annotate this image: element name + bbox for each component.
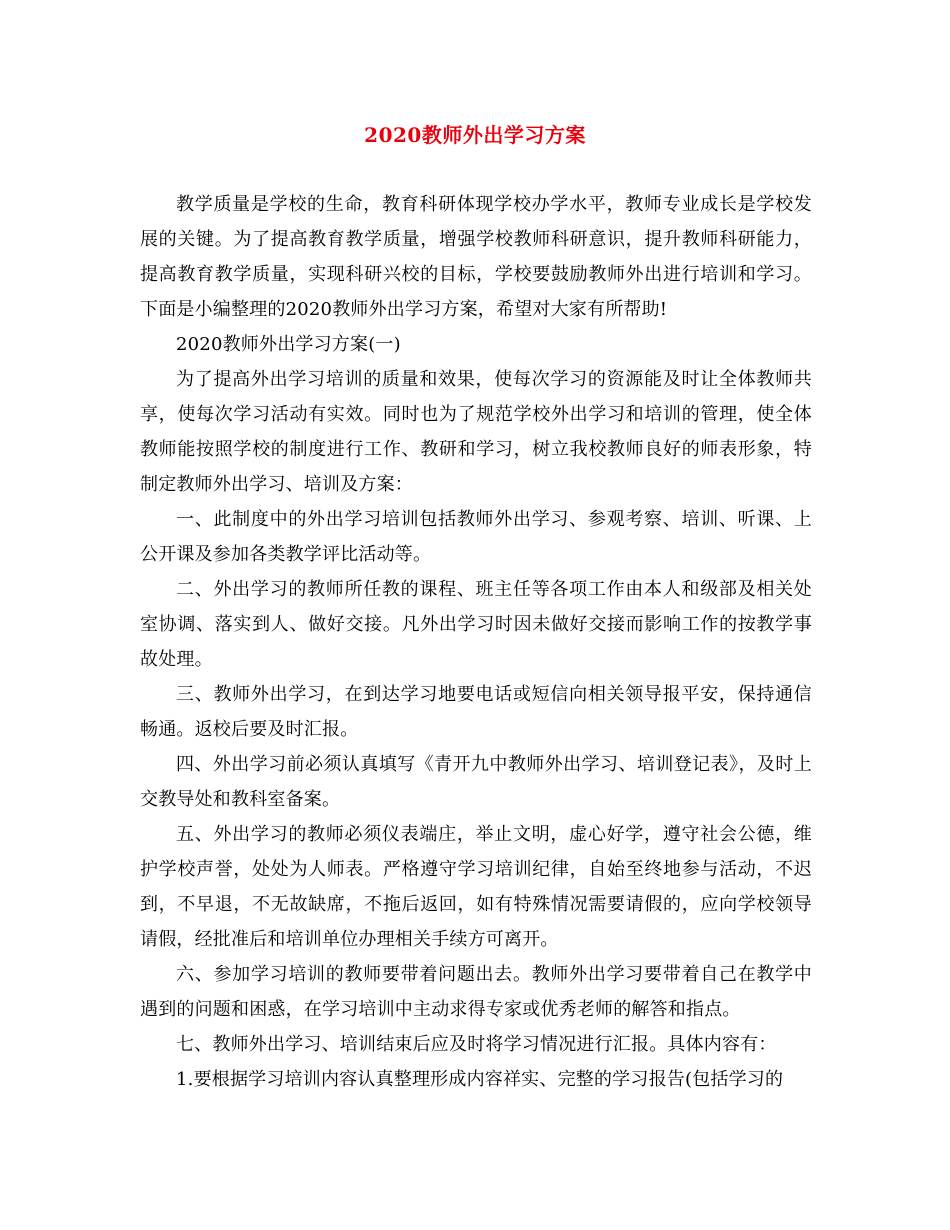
rule-paragraph-3: 三、教师外出学习，在到达学习地要电话或短信向相关领导报平安，保持通信畅通。返校后要及时汇报。 — [140, 684, 812, 740]
section-heading: 2020教师外出学习方案(一) — [176, 334, 401, 355]
document-title: 2020教师外出学习方案 — [364, 123, 586, 147]
rule-paragraph-5: 五、外出学习的教师必须仪表端庄，举止文明，虚心好学，遵守社会公德，维护学校声誉，处处为人师表。严格遵守学习培训纪律，自始至终地参与活动，不迟到，不早退，不无故缺席，不拖后返回，如有特殊情况需要请假的，应向学校领导请假，经批准后和培训单位办理相关手续方可离开。 — [140, 824, 812, 950]
list-item-1: 1.要根据学习培训内容认真整理形成内容祥实、完整的学习报告(包括学习的 — [176, 1069, 784, 1090]
rule-paragraph-1: 一、此制度中的外出学习培训包括教师外出学习、参观考察、培训、听课、上公开课及参加各类教学评比活动等。 — [140, 509, 812, 565]
document-body — [140, 187, 812, 1097]
intro-paragraph: 教学质量是学校的生命，教育科研体现学校办学水平，教师专业成长是学校发展的关键。为了提高教育教学质量，增强学校教师科研意识，提升教师科研能力，提高教育教学质量，实现科研兴校的目标，学校要鼓励教师外出进行培训和学习。下面是小编整理的2020教师外出学习方案，希望对大家有所帮助! — [140, 194, 812, 320]
rule-paragraph-6: 六、参加学习培训的教师要带着问题出去。教师外出学习要带着自己在教学中遇到的问题和困惑，在学习培训中主动求得专家或优秀老师的解答和指点。 — [140, 964, 812, 1020]
rule-paragraph-7: 七、教师外出学习、培训结束后应及时将学习情况进行汇报。具体内容有： — [176, 1034, 777, 1055]
rule-paragraph-4: 四、外出学习前必须认真填写《青开九中教师外出学习、培训登记表》，及时上交教导处和教科室备案。 — [140, 754, 812, 810]
rule-paragraph-2: 二、外出学习的教师所任教的课程、班主任等各项工作由本人和级部及相关处室协调、落实到人、做好交接。凡外出学习时因未做好交接而影响工作的按教学事故处理。 — [140, 579, 812, 670]
preface-paragraph: 为了提高外出学习培训的质量和效果，使每次学习的资源能及时让全体教师共享，使每次学习活动有实效。同时也为了规范学校外出学习和培训的管理，使全体教师能按照学校的制度进行工作、教研和学习，树立我校教师良好的师表形象，特制定教师外出学习、培训及方案： — [140, 369, 812, 495]
